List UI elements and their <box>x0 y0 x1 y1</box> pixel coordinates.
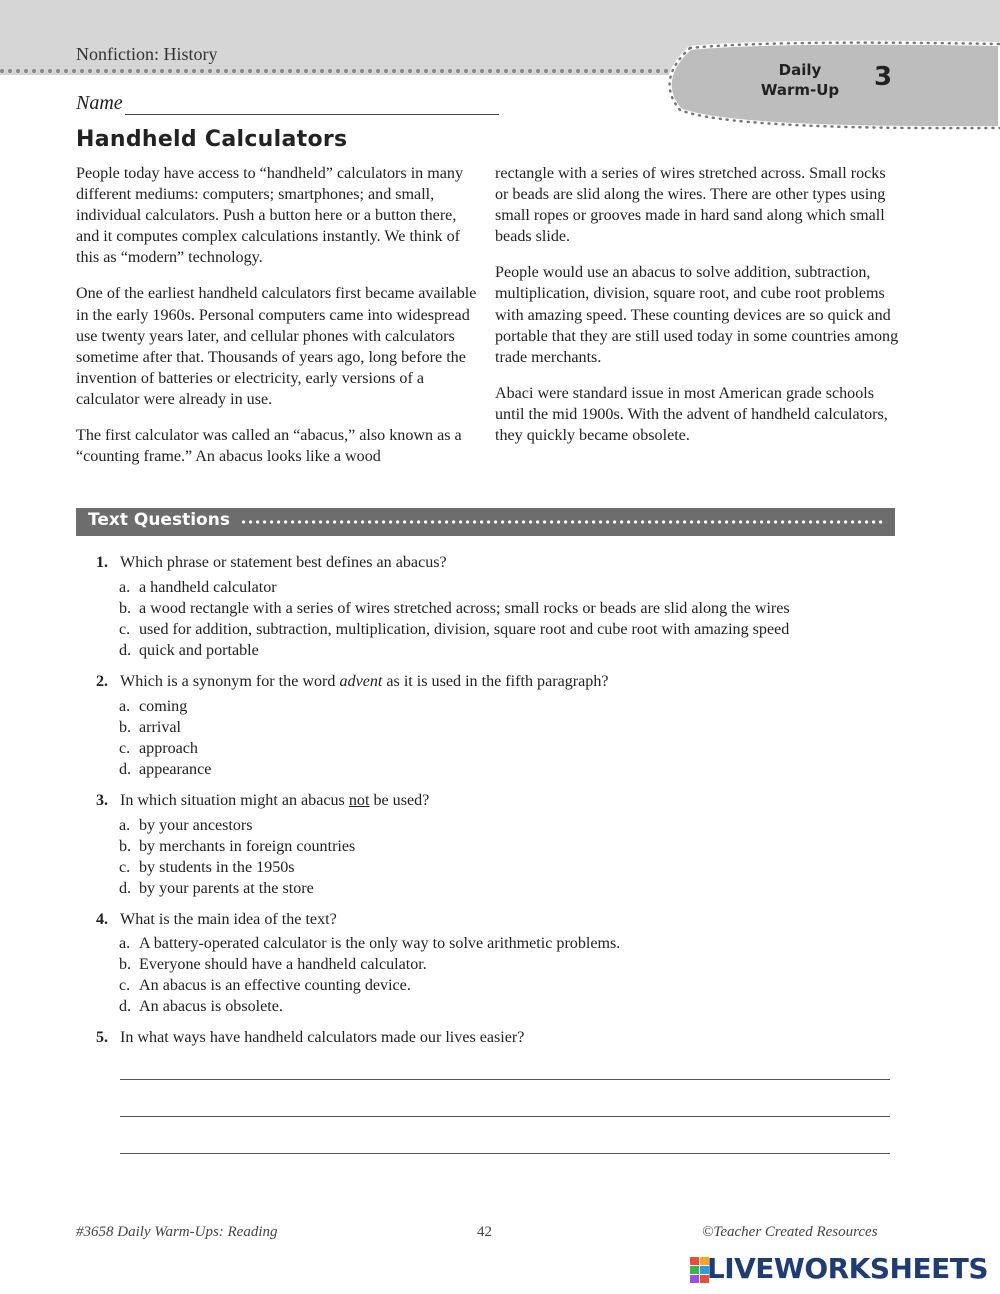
option-1b[interactable] <box>119 598 790 619</box>
article-title: Handheld Calculators <box>76 127 348 152</box>
dot <box>72 69 76 73</box>
dot <box>522 520 525 523</box>
option-letter: d. <box>119 642 132 659</box>
option-letter: b. <box>119 956 132 973</box>
dot <box>305 520 308 523</box>
badge-title <box>745 60 855 100</box>
dot <box>676 520 679 523</box>
paragraph: The first calculator was called an “abacus,” also known as a “counting frame.” An abacus looks like a wood <box>76 427 462 466</box>
option-1a[interactable] <box>119 577 277 598</box>
dot <box>616 69 620 73</box>
option-2c[interactable] <box>119 738 198 759</box>
question-5 <box>96 1027 524 1048</box>
option-letter: d. <box>119 998 132 1015</box>
dot <box>312 520 315 523</box>
dot <box>448 69 452 73</box>
option-text: An abacus is an effective counting device. <box>139 977 411 994</box>
dot <box>655 520 658 523</box>
dot <box>488 69 492 73</box>
dot <box>640 69 644 73</box>
option-2b[interactable] <box>119 717 181 738</box>
dot <box>270 520 273 523</box>
name-label: Name <box>76 92 123 114</box>
option-letter: a. <box>119 579 131 596</box>
footer-left: #3658 Daily Warm-Ups: Reading <box>76 1224 278 1240</box>
question-number: 1. <box>96 554 109 571</box>
dot <box>340 520 343 523</box>
questions-dotted-rule <box>242 518 887 526</box>
dot <box>424 69 428 73</box>
liveworksheets-brand[interactable]: LIVEWORKSHEETS <box>706 1252 988 1285</box>
dot <box>528 69 532 73</box>
section-label: Nonfiction: History <box>76 44 218 64</box>
dot <box>368 520 371 523</box>
option-letter: a. <box>119 817 131 834</box>
dot <box>662 520 665 523</box>
header-dotted-rule <box>0 66 700 76</box>
dot <box>480 69 484 73</box>
option-letter: c. <box>119 621 131 638</box>
question-4 <box>96 909 337 930</box>
dot <box>8 69 12 73</box>
dot <box>152 69 156 73</box>
dot <box>788 520 791 523</box>
dot <box>248 69 252 73</box>
dot <box>872 520 875 523</box>
dot <box>361 520 364 523</box>
dot <box>641 520 644 523</box>
option-text: arrival <box>139 719 181 736</box>
name-line[interactable] <box>125 96 499 115</box>
option-letter: c. <box>119 740 131 757</box>
dot <box>249 520 252 523</box>
dot <box>456 69 460 73</box>
option-3a[interactable] <box>119 815 253 836</box>
dot <box>80 69 84 73</box>
dot <box>487 520 490 523</box>
dot <box>168 69 172 73</box>
option-text: used for addition, subtraction, multiplication, division, square root and cube root with amazing speed <box>139 621 790 638</box>
dot <box>823 520 826 523</box>
paragraph: People today have access to “handheld” calculators in many different mediums: computers; smartphones; and small, individual calculators. Push a button here or a button there, and it computes complex calculations instantly. We think of this as “modern” technology. <box>76 165 463 267</box>
dot <box>858 520 861 523</box>
option-1d[interactable] <box>119 640 259 661</box>
dot <box>16 69 20 73</box>
paragraph: rectangle with a series of wires stretched across. Small rocks or beads are slid along the wires. There are other types using small ropes or grooves made in hard sand along which small beads slide. <box>495 165 886 246</box>
question-text: be used? <box>369 792 430 809</box>
dot <box>508 520 511 523</box>
dot <box>277 520 280 523</box>
dot <box>160 69 164 73</box>
dot <box>431 520 434 523</box>
dot <box>438 520 441 523</box>
dot <box>543 520 546 523</box>
dot <box>600 69 604 73</box>
option-text: a wood rectangle with a series of wires stretched across; small rocks or beads are slid along the wires <box>139 600 790 617</box>
dot <box>48 69 52 73</box>
dot <box>452 520 455 523</box>
question-number: 5. <box>96 1029 109 1046</box>
dot <box>865 520 868 523</box>
dot <box>320 69 324 73</box>
dot <box>389 520 392 523</box>
article-column-2 <box>495 163 900 461</box>
dot <box>837 520 840 523</box>
dot <box>704 520 707 523</box>
dot <box>128 69 132 73</box>
dot <box>480 520 483 523</box>
dot <box>739 520 742 523</box>
dot <box>440 69 444 73</box>
option-text: quick and portable <box>139 642 259 659</box>
dot <box>560 69 564 73</box>
dot <box>473 520 476 523</box>
dot <box>396 520 399 523</box>
dot <box>683 520 686 523</box>
question-text: Which is a synonym for the word <box>120 673 340 690</box>
dot <box>296 69 300 73</box>
dot <box>592 520 595 523</box>
question-text: Which phrase or statement best defines an abacus? <box>120 554 447 571</box>
dot <box>384 69 388 73</box>
question-text: In which situation might an abacus <box>120 792 349 809</box>
dot <box>851 520 854 523</box>
option-text: A battery-operated calculator is the only way to solve arithmetic problems. <box>139 935 621 952</box>
option-letter: a. <box>119 935 131 952</box>
question-text: as it is used in the fifth paragraph? <box>382 673 609 690</box>
option-4d[interactable] <box>119 996 283 1017</box>
dot <box>344 69 348 73</box>
dot <box>802 520 805 523</box>
dot <box>501 520 504 523</box>
option-4c[interactable] <box>119 975 411 996</box>
dot <box>272 69 276 73</box>
dot <box>599 520 602 523</box>
option-4b[interactable] <box>119 954 427 975</box>
dot <box>224 69 228 73</box>
dot <box>795 520 798 523</box>
paragraph: People would use an abacus to solve addition, subtraction, multiplication, division, square root, and cube root problems with amazing speed. These counting devices are so quick and portable that they are still used today in some countries among trade merchants. <box>495 264 899 366</box>
article-column-1 <box>76 163 481 482</box>
option-3c[interactable] <box>119 857 295 878</box>
dot <box>368 69 372 73</box>
dot <box>400 69 404 73</box>
dot <box>585 520 588 523</box>
option-2a[interactable] <box>119 696 187 717</box>
dot <box>192 69 196 73</box>
dot <box>781 520 784 523</box>
option-text: coming <box>139 698 188 715</box>
option-letter: c. <box>119 977 131 994</box>
dot <box>576 69 580 73</box>
dot <box>382 520 385 523</box>
dot <box>515 520 518 523</box>
dot <box>264 69 268 73</box>
dot <box>504 69 508 73</box>
option-letter: b. <box>119 838 132 855</box>
option-letter: d. <box>119 761 132 778</box>
dot <box>298 520 301 523</box>
dot <box>550 520 553 523</box>
dot <box>844 520 847 523</box>
dot <box>333 520 336 523</box>
dot <box>544 69 548 73</box>
dot <box>336 69 340 73</box>
dot <box>184 69 188 73</box>
dot <box>669 520 672 523</box>
option-1c[interactable] <box>119 619 789 640</box>
question-2 <box>96 671 609 692</box>
dot <box>312 69 316 73</box>
dot <box>200 69 204 73</box>
badge-title-line2: Warm-Up <box>760 81 840 99</box>
dot <box>291 520 294 523</box>
dot <box>232 69 236 73</box>
dot <box>613 520 616 523</box>
option-letter: b. <box>119 600 132 617</box>
option-letter: c. <box>119 859 131 876</box>
dot <box>816 520 819 523</box>
dot <box>536 520 539 523</box>
paragraph: Abaci were standard issue in most American grade schools until the mid 1900s. With the advent of handheld calculators, they quickly became obsolete. <box>495 384 888 445</box>
question-1 <box>96 552 447 573</box>
dot <box>40 69 44 73</box>
option-letter: b. <box>119 719 132 736</box>
question-number: 4. <box>96 911 109 928</box>
dot <box>536 69 540 73</box>
dot <box>56 69 60 73</box>
option-letter: a. <box>119 698 131 715</box>
dot <box>392 69 396 73</box>
question-emphasis: advent <box>339 673 383 690</box>
dot <box>256 520 259 523</box>
option-text: by your ancestors <box>139 817 253 834</box>
dot <box>624 69 628 73</box>
answer-line-2[interactable] <box>120 1116 890 1117</box>
dot <box>464 69 468 73</box>
dot <box>606 520 609 523</box>
dot <box>494 520 497 523</box>
dot <box>760 520 763 523</box>
option-letter: d. <box>119 880 132 897</box>
dot <box>208 69 212 73</box>
dot <box>459 520 462 523</box>
dot <box>592 69 596 73</box>
dot <box>432 69 436 73</box>
dot <box>445 520 448 523</box>
option-text: by your parents at the store <box>139 880 314 897</box>
paragraph: One of the earliest handheld calculators first became available in the early 1960s. Personal computers came into widespread use twenty years later, and cellular phones with calculators sometime after that. Thousands of years ago, long before the invention of batteries or electricity, early versions of a calculator were already in use. <box>76 285 477 408</box>
dot <box>410 520 413 523</box>
dot <box>753 520 756 523</box>
dot <box>732 520 735 523</box>
dot <box>697 520 700 523</box>
dot <box>360 69 364 73</box>
option-text: approach <box>139 740 198 757</box>
dot <box>375 520 378 523</box>
dot <box>557 520 560 523</box>
dot <box>347 520 350 523</box>
dot <box>472 69 476 73</box>
question-number: 2. <box>96 673 109 690</box>
dot <box>256 69 260 73</box>
dot <box>319 520 322 523</box>
dot <box>718 520 721 523</box>
dot <box>608 69 612 73</box>
page-number: 42 <box>477 1224 492 1240</box>
dot <box>620 520 623 523</box>
dot <box>32 69 36 73</box>
dot <box>746 520 749 523</box>
name-field[interactable] <box>76 92 499 115</box>
dot <box>120 69 124 73</box>
option-text: by merchants in foreign countries <box>139 838 356 855</box>
option-text: a handheld calculator <box>139 579 277 596</box>
dot <box>352 69 356 73</box>
dot <box>578 520 581 523</box>
dot <box>552 69 556 73</box>
dot <box>280 69 284 73</box>
dot <box>88 69 92 73</box>
dot <box>354 520 357 523</box>
footer-right: ©Teacher Created Resources <box>702 1224 878 1240</box>
dot <box>328 69 332 73</box>
dot <box>284 520 287 523</box>
dot <box>304 69 308 73</box>
dot <box>627 520 630 523</box>
badge-number: 3 <box>874 62 893 92</box>
dot <box>417 520 420 523</box>
dot <box>240 69 244 73</box>
dot <box>648 520 651 523</box>
dot <box>520 69 524 73</box>
dot <box>767 520 770 523</box>
dot <box>104 69 108 73</box>
dot <box>879 520 882 523</box>
question-3 <box>96 790 429 811</box>
dot <box>288 69 292 73</box>
dot <box>0 69 4 73</box>
dot <box>216 69 220 73</box>
option-2d[interactable] <box>119 759 211 780</box>
option-3d[interactable] <box>119 878 314 899</box>
dot <box>725 520 728 523</box>
dot <box>24 69 28 73</box>
dot <box>632 69 636 73</box>
dot <box>568 69 572 73</box>
dot <box>176 69 180 73</box>
option-text: by students in the 1950s <box>139 859 295 876</box>
option-4a[interactable] <box>119 933 620 954</box>
question-text: What is the main idea of the text? <box>120 911 337 928</box>
dot <box>64 69 68 73</box>
dot <box>584 69 588 73</box>
dot <box>408 69 412 73</box>
dot <box>242 520 245 523</box>
question-underline: not <box>348 792 370 809</box>
dot <box>326 520 329 523</box>
dot <box>529 520 532 523</box>
dot <box>416 69 420 73</box>
option-text: An abacus is obsolete. <box>139 998 283 1015</box>
questions-heading: Text Questions <box>88 510 230 530</box>
option-3b[interactable] <box>119 836 355 857</box>
badge-title-line1: Daily <box>778 61 822 79</box>
dot <box>376 69 380 73</box>
answer-line-3[interactable] <box>120 1153 890 1154</box>
dot <box>136 69 140 73</box>
dot <box>690 520 693 523</box>
dot <box>424 520 427 523</box>
dot <box>112 69 116 73</box>
answer-line-1[interactable] <box>120 1079 890 1080</box>
option-text: Everyone should have a handheld calculator. <box>139 956 427 973</box>
dot <box>496 69 500 73</box>
dot <box>403 520 406 523</box>
dot <box>830 520 833 523</box>
dot <box>564 520 567 523</box>
dot <box>711 520 714 523</box>
dot <box>96 69 100 73</box>
dot <box>774 520 777 523</box>
dot <box>809 520 812 523</box>
option-text: appearance <box>139 761 212 778</box>
question-number: 3. <box>96 792 109 809</box>
dot <box>466 520 469 523</box>
dot <box>571 520 574 523</box>
dot <box>634 520 637 523</box>
dot <box>512 69 516 73</box>
question-text: In what ways have handheld calculators made our lives easier? <box>120 1029 525 1046</box>
dot <box>263 520 266 523</box>
dot <box>144 69 148 73</box>
